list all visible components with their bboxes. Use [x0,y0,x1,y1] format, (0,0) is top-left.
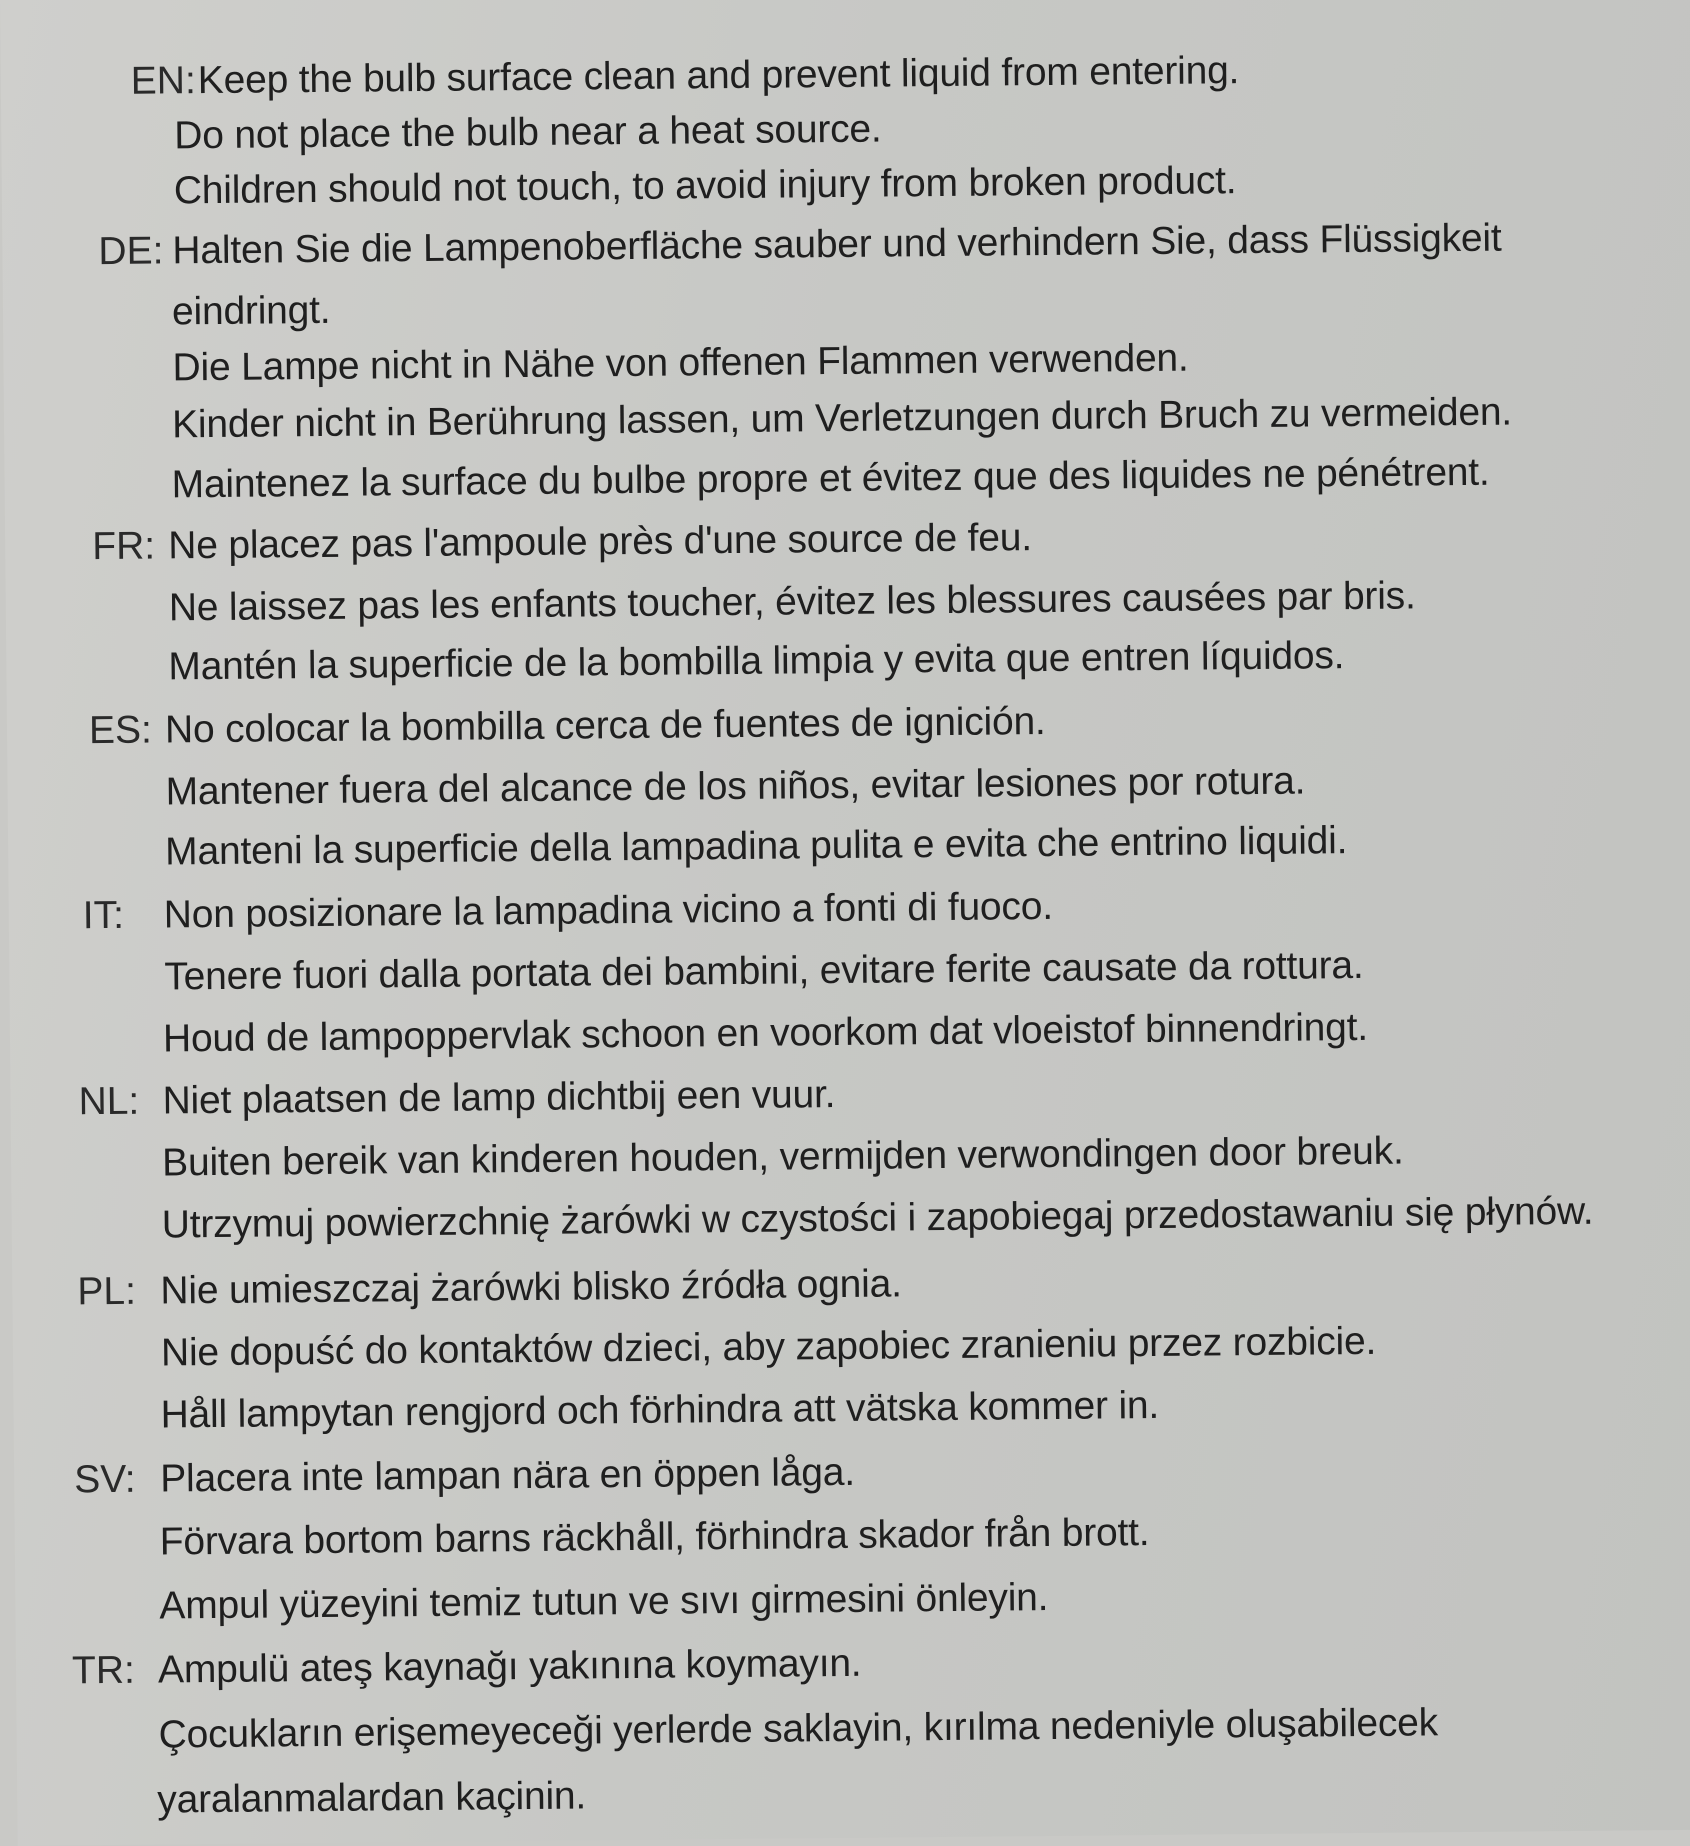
text-line: Do not place the bulb near a heat source. [174,107,882,158]
text-line: yaralanmalardan kaçinin. [157,1774,587,1822]
text-line: Mantener fuera del alcance de los niños, evitar lesiones por rotura. [165,759,1306,814]
language-code-sv: SV: [74,1457,136,1502]
text-line: No colocar la bombilla cerca de fuentes de ignición. [164,699,1046,752]
text-line: Houd de lampoppervlak schoon en voorkom dat vloeistof binnendringt. [162,1005,1369,1061]
text-line: Keep the bulb surface clean and prevent liquid from entering. [197,49,1240,103]
text-line: Håll lampytan rengjord och förhindra att vätska kommer in. [160,1383,1160,1437]
text-line: Maintenez la surface du bulbe propre et évitez que des liquides ne pénétrent. [171,450,1490,507]
text-line: Halten Sie die Lampenoberfläche sauber und verhindern Sie, dass Flüssigkeit [172,216,1502,273]
text-line: Nie dopuść do kontaktów dzieci, aby zapobiec zranieniu przez rozbicie. [160,1319,1377,1375]
text-line: Ampulü ateş kaynağı yakınına koymayın. [157,1641,862,1692]
language-code-tr: TR: [71,1648,136,1693]
text-line: Mantén la superficie de la bombilla limpia y evita que entren líquidos. [168,634,1345,689]
text-line: eindringt. [171,288,331,334]
text-line: Nie umieszczaj żarówki blisko źródła ognia. [160,1262,902,1313]
text-line: Ampul yüzeyini temiz tutun ve sıvı girmesini önleyin. [159,1576,1049,1628]
language-code-it: IT: [82,893,125,938]
text-line: Förvara bortom barns räckhåll, förhindra skador från brott. [159,1511,1150,1564]
text-line: Çocukların erişemeyeceği yerlerde saklayin, kırılma nedeniyle oluşabilecek [158,1701,1439,1757]
language-code-es: ES: [88,708,153,753]
language-code-nl: NL: [78,1079,140,1124]
language-code-de: DE: [98,229,164,274]
text-line: Manteni la superficie della lampadina pulita e evita che entrino liquidi. [164,819,1348,874]
text-line: Placera inte lampan nära en öppen låga. [159,1450,856,1501]
text-line: Tenere fuori dalla portata dei bambini, evitare ferite causate da rottura. [164,943,1364,999]
text-line: Utrzymuj powierzchnię żarówki w czystości i zapobiegaj przedostawaniu się płynów. [161,1189,1594,1247]
language-code-en: EN: [130,59,197,103]
text-line: Ne placez pas l'ampoule près d'une source de feu. [168,516,1033,568]
text-line: Ne laissez pas les enfants toucher, évitez les blessures causées par bris. [168,574,1416,630]
text-line: Kinder nicht in Berührung lassen, um Verletzungen durch Bruch zu vermeiden. [171,390,1513,447]
language-code-pl: PL: [77,1269,137,1314]
text-line: Non posizionare la lampadina vicino a fonti di fuoco. [163,884,1054,937]
text-line: Die Lampe nicht in Nähe von offenen Flammen verwenden. [172,336,1189,390]
text-line: Buiten bereik van kinderen houden, vermijden verwondingen door breuk. [161,1129,1404,1185]
language-code-fr: FR: [92,524,156,569]
text-line: Niet plaatsen de lamp dichtbij een vuur. [162,1073,836,1123]
text-line: Children should not touch, to avoid injury from broken product. [173,159,1237,213]
